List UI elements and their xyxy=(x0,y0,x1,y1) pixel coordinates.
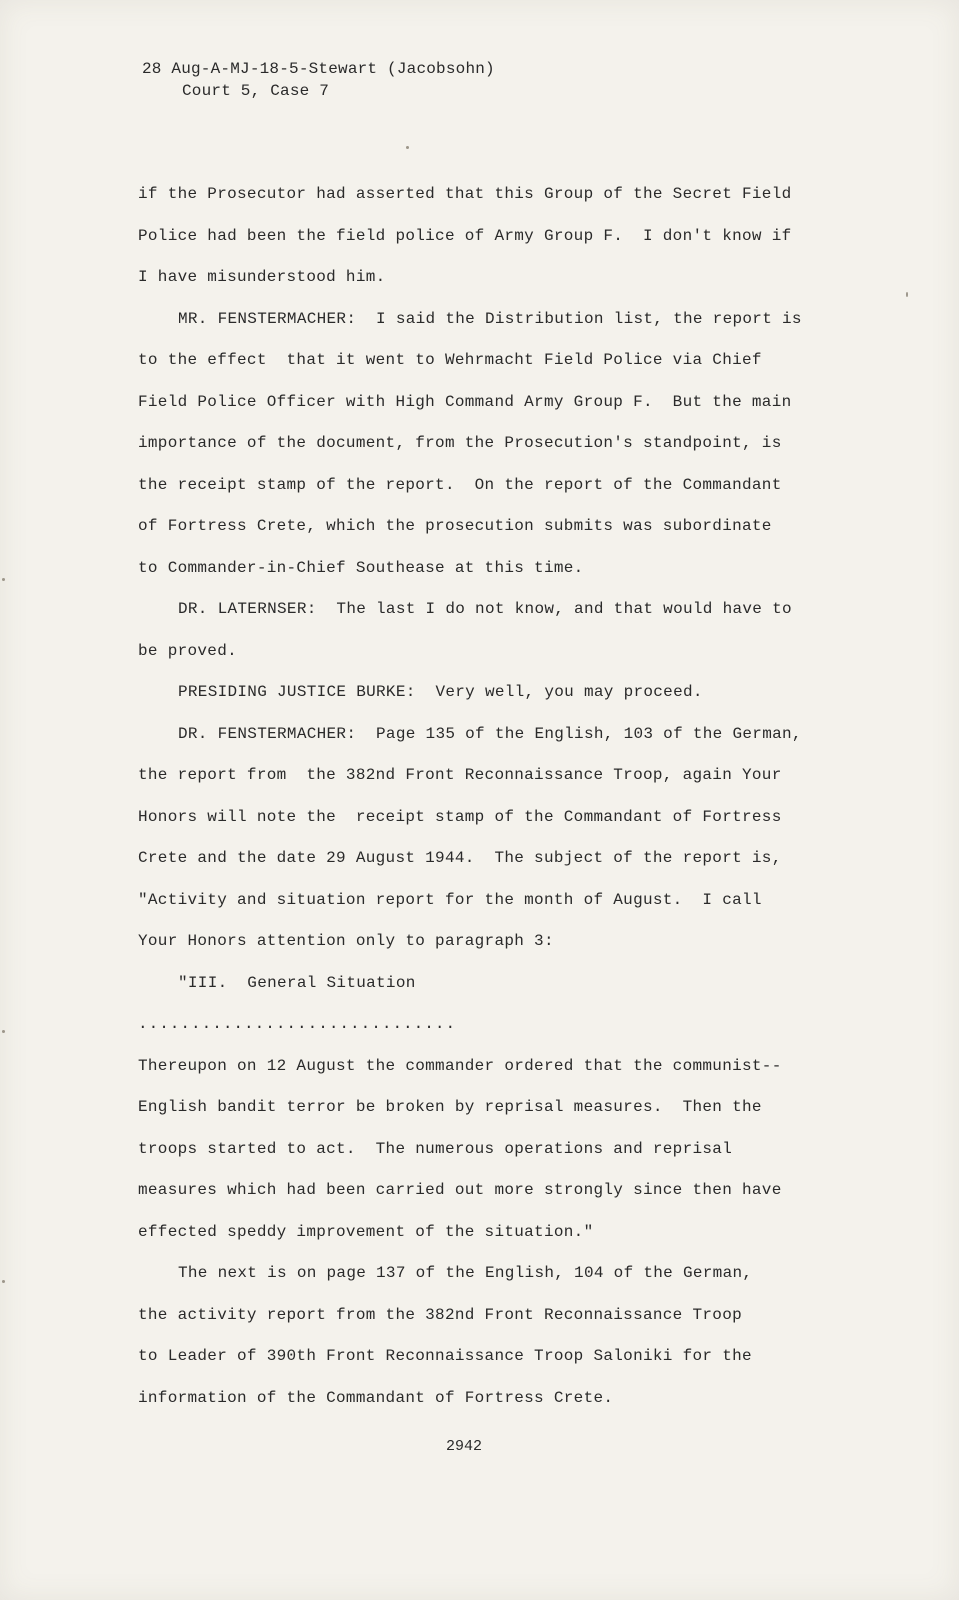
page-number: 2942 xyxy=(446,1438,483,1455)
header-reference: 28 Aug-A-MJ-18-5-Stewart (Jacobsohn) xyxy=(142,60,495,78)
transcript-line: of Fortress Crete, which the prosecution submits was subordinate xyxy=(138,517,772,535)
transcript-line: information of the Commandant of Fortress Crete. xyxy=(138,1388,614,1407)
transcript-line: PRESIDING JUSTICE BURKE: Very well, you may proceed. xyxy=(178,683,703,701)
transcript-line: Crete and the date 29 August 1944. The subject of the report is, xyxy=(138,849,782,867)
transcript-line: if the Prosecutor had asserted that this Group of the Secret Field xyxy=(138,185,792,203)
ellipsis-line: .............................. xyxy=(138,1015,457,1033)
transcript-line: DR. FENSTERMACHER: Page 135 of the English, 103 of the German, xyxy=(178,724,802,743)
transcript-line: effected speddy improvement of the situation." xyxy=(138,1222,594,1241)
paper-speck xyxy=(2,578,5,581)
transcript-line: Police had been the field police of Army Group F. I don't know if xyxy=(138,226,792,245)
paper-speck xyxy=(2,1280,5,1283)
transcript-line: the receipt stamp of the report. On the report of the Commandant xyxy=(138,475,782,494)
transcript-line: Honors will note the receipt stamp of the Commandant of Fortress xyxy=(138,807,782,826)
paper-speck xyxy=(906,292,908,297)
transcript-line: be proved. xyxy=(138,641,238,660)
transcript-line: The next is on page 137 of the English, 104 of the German, xyxy=(178,1264,753,1282)
paper-speck xyxy=(406,146,409,149)
transcript-line: DR. LATERNSER: The last I do not know, and that would have to xyxy=(178,600,792,618)
transcript-line: I have misunderstood him. xyxy=(138,268,386,286)
transcript-line: the activity report from the 382nd Front Reconnaissance Troop xyxy=(138,1305,742,1324)
paper-speck xyxy=(2,1030,5,1033)
transcript-line: to Commander-in-Chief Southease at this time. xyxy=(138,558,584,577)
transcript-body xyxy=(138,184,838,1429)
transcript-line: to the effect that it went to Wehrmacht Field Police via Chief xyxy=(138,351,762,369)
transcript-line: measures which had been carried out more strongly since then have xyxy=(138,1181,782,1199)
transcript-line: "Activity and situation report for the month of August. I call xyxy=(138,890,762,909)
transcript-line: Your Honors attention only to paragraph 3: xyxy=(138,932,554,950)
transcript-line: importance of the document, from the Prosecution's standpoint, is xyxy=(138,434,782,452)
transcript-line: "III. General Situation xyxy=(178,973,416,992)
transcript-line: Thereupon on 12 August the commander ordered that the communist-- xyxy=(138,1056,782,1075)
transcript-line: the report from the 382nd Front Reconnaissance Troop, again Your xyxy=(138,766,782,784)
transcript-line: MR. FENSTERMACHER: I said the Distribution list, the report is xyxy=(178,309,802,328)
header-court-case: Court 5, Case 7 xyxy=(182,82,330,100)
transcript-line: to Leader of 390th Front Reconnaissance Troop Saloniki for the xyxy=(138,1347,752,1365)
transcript-line: Field Police Officer with High Command Army Group F. But the main xyxy=(138,392,792,411)
transcript-line: English bandit terror be broken by reprisal measures. Then the xyxy=(138,1098,762,1116)
transcript-line: troops started to act. The numerous operations and reprisal xyxy=(138,1139,733,1158)
